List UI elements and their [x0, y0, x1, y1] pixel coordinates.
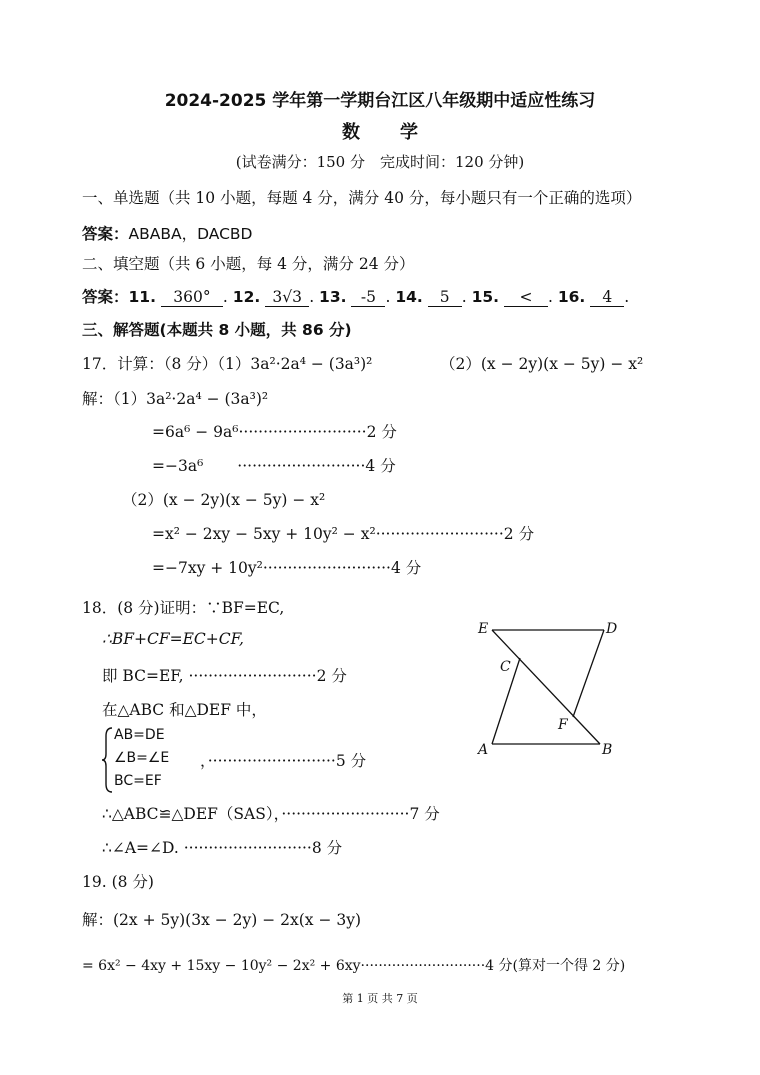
fill-blank: -5	[351, 288, 385, 307]
q17-part2: （2）(x − 2y)(x − 5y) − x²	[122, 491, 326, 509]
section3-heading: 三、解答题(本题共 8 小题，共 86 分)	[82, 321, 352, 339]
q18-prompt: 18．(8 分)证明：∵BF=EC,	[82, 599, 285, 617]
q19-solution: 解：(2x + 5y)(3x − 2y) − 2x(x − 3y)	[82, 911, 362, 929]
answer-value: ABABA，DACBD	[128, 225, 253, 243]
fill-blank: 4	[590, 288, 624, 307]
q18-line5: ∴∠A=∠D. ··························8 分	[102, 839, 343, 857]
q18-line1: ∴BF+CF=EC+CF,	[102, 630, 244, 648]
q17-solution: 解：（1）3a²·2a⁴ − (3a³)²	[82, 390, 269, 408]
section1-heading: 一、单选题（共 10 小题，每题 4 分，满分 40 分，每小题只有一个正确的选项）	[82, 189, 642, 207]
step-expr: =−3a⁶	[152, 457, 204, 475]
section2-heading: 二、填空题（共 6 小题，每 4 分，满分 24 分）	[82, 255, 415, 273]
step-expr: = 6x² − 4xy + 15xy − 10y² − 2x² + 6xy	[82, 958, 361, 974]
geometry-figure	[470, 616, 630, 766]
q18-line2: 即 BC=EF, ··························2 分	[102, 667, 347, 685]
label-F: F	[558, 717, 568, 733]
brace-eq1: AB=DE	[114, 727, 165, 743]
q17-step4	[152, 556, 421, 578]
fill-blank: 3√3	[265, 288, 309, 307]
fill-blank: 360°	[161, 288, 223, 307]
answer-label: 答案：	[82, 225, 129, 243]
q17-prompt-part2: （2）(x − 2y)(x − 5y) − x²	[440, 355, 644, 373]
label-C: C	[500, 659, 511, 675]
fill-blank: <	[504, 288, 548, 307]
subject-title: 数学	[342, 122, 458, 143]
label-A: A	[478, 742, 489, 758]
item-num: 14.	[395, 288, 423, 306]
brace-eq2: ∠B=∠E	[114, 750, 170, 766]
answer-label: 答案：	[82, 288, 129, 306]
step-score: ··························2 分	[238, 423, 397, 441]
item-num: 13.	[319, 288, 347, 306]
q17-step1	[152, 420, 397, 442]
page-footer: 第 1 页 共 7 页	[342, 992, 418, 1005]
step-expr: =x² − 2xy − 5xy + 10y² − x²	[152, 525, 376, 543]
q17-prompt: 17．计算：（8 分）（1）3a²·2a⁴ − (3a³)²	[82, 355, 373, 373]
fill-blank: 5	[428, 288, 462, 307]
step-score: ····························4 分(算对一个得 2 分)	[360, 958, 626, 974]
exam-info: (试卷满分：150 分 完成时间：120 分钟)	[235, 153, 525, 171]
q19-step1	[82, 955, 625, 975]
q17-step2	[152, 454, 396, 476]
label-B: B	[602, 742, 613, 758]
step-expr: =6a⁶ − 9a⁶	[152, 423, 239, 441]
brace-eq3: BC=EF	[114, 773, 162, 789]
section1-answer	[82, 222, 252, 244]
item-num: 12.	[232, 288, 261, 306]
item-num: 11.	[128, 288, 156, 306]
q17-step3	[152, 522, 534, 544]
q19-prompt: 19. (8 分)	[82, 873, 154, 891]
step-score: ··························4 分	[262, 559, 422, 577]
label-D: D	[606, 621, 618, 637]
system-brace	[100, 726, 114, 794]
q18-line3: 在△ABC 和△DEF 中，	[102, 701, 267, 719]
step-score: ··························4 分	[237, 457, 396, 475]
brace-score: ，··························5 分	[200, 752, 367, 770]
step-score: ··························2 分	[375, 525, 535, 543]
step-expr: =−7xy + 10y²	[152, 559, 263, 577]
page-title: 2024-2025 学年第一学期台江区八年级期中适应性练习	[164, 91, 596, 111]
item-num: 16.	[557, 288, 586, 306]
label-E: E	[478, 621, 489, 637]
item-num: 15.	[471, 288, 500, 306]
q18-line4: ∴△ABC≌△DEF（SAS），··························7 分	[102, 805, 440, 823]
section2-answers: 答案：11. 360° . 12. 3√3 . 13. -5 . 14. 5 . 15. < . 16. 4 .	[82, 288, 630, 306]
